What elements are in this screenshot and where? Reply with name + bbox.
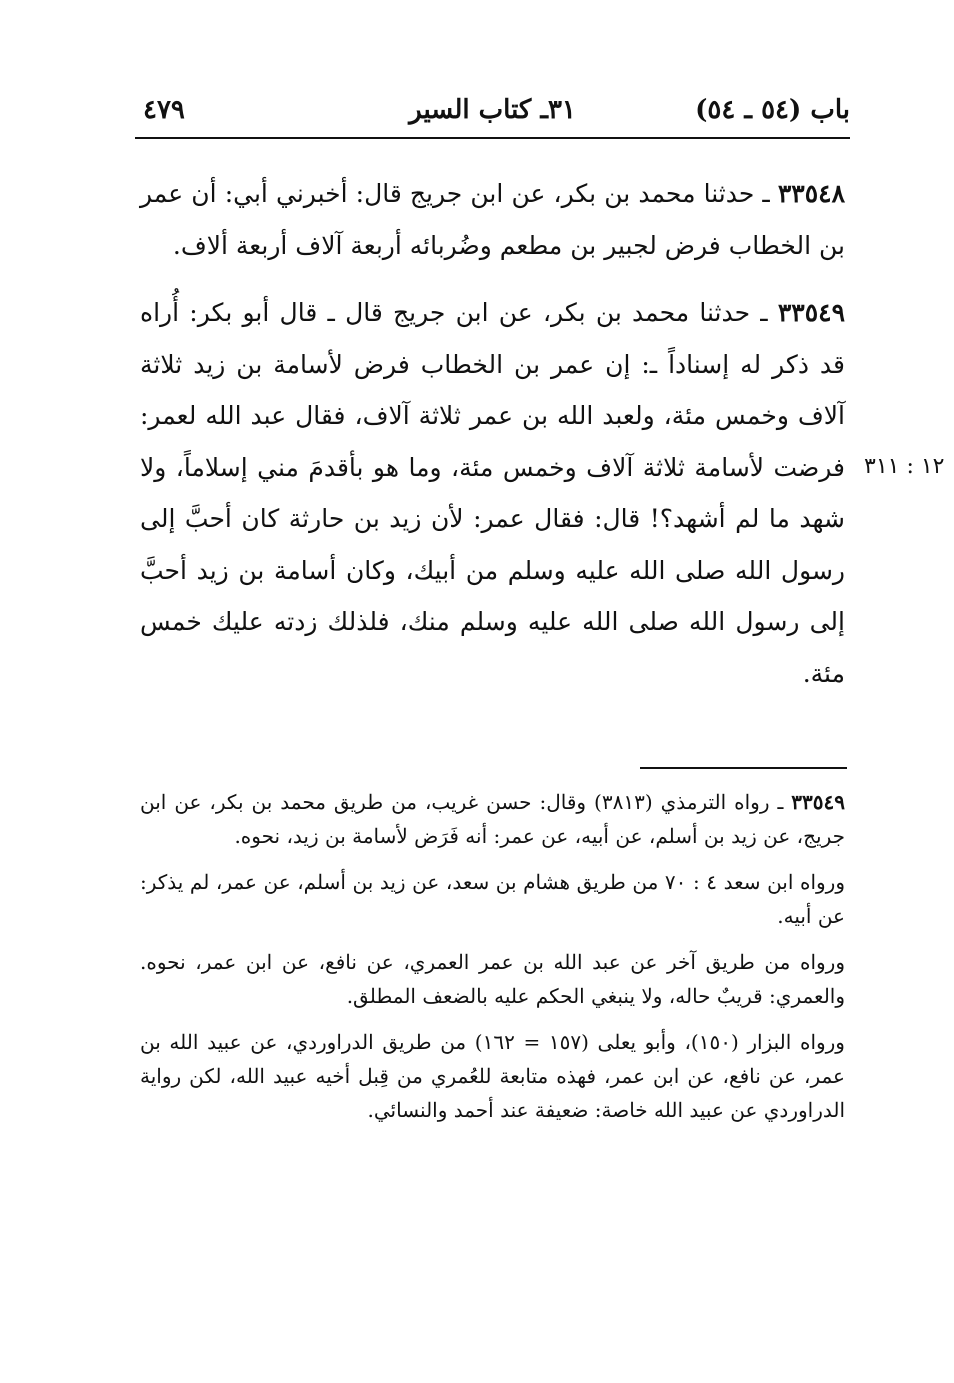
hadith-number: ٣٣٥٤٩ xyxy=(777,298,845,327)
footnote: ورواه من طريق آخر عن عبد الله بن عمر العمري، عن نافع، عن ابن عمر، نحوه. والعمري: قريبٌ حاله، ولا ينبغي الحكم عليه بالضعف المطلق. xyxy=(140,950,845,1008)
footnote: ورواه البزار (١٥٠)، وأبو يعلى (١٥٧ = ١٦٢) من طريق الدراوردي، عن عبيد الله بن عمر، عن نافع، عن ابن عمر، فهذه متابعة للعُمري من قِبل أخيه عبيد الله، لكن رواية الدراوردي عن عبيد الله خاصة: ضعيفة عند أحمد والنسائي. xyxy=(140,1030,845,1122)
hadith-paragraph xyxy=(140,168,845,271)
footnote-divider xyxy=(640,767,847,769)
hadith-paragraph xyxy=(140,287,845,699)
running-header xyxy=(135,92,850,128)
hadith-number: ٣٣٥٤٨ xyxy=(777,179,845,208)
footnote: ورواه ابن سعد ٤ : ٧٠ من طريق هشام بن سعد، عن زيد بن أسلم، عن عمر، لم يذكر: عن أبيه. xyxy=(140,870,845,928)
book-title: ٣١ـ كتاب السير xyxy=(409,95,576,125)
chapter-heading: باب (٥٤ ـ ٥٤) xyxy=(695,95,850,125)
footnotes xyxy=(140,785,845,1127)
footnote-text: ـ رواه الترمذي (٣٨١٣) وقال: حسن غريب، من طريق محمد بن بكر، عن ابن جريج، عن زيد بن أسلم، عن أبيه، عن عمر: أنه فَرَض لأسامة بن زيد، نحوه. xyxy=(140,790,845,848)
header-divider xyxy=(135,137,850,139)
footnote-number: ٣٣٥٤٩ xyxy=(791,790,846,814)
footnote xyxy=(140,785,845,853)
hadith-text: ـ حدثنا محمد بن بكر، عن ابن جريج قال: أخبرني أبي: أن عمر بن الخطاب فرض لجبير بن مطعم وضُربائه أربعة آلاف أربعة ألاف. xyxy=(140,179,845,260)
page-number: ٤٧٩ xyxy=(143,95,185,125)
margin-volume-reference: ١٢ : ٣١١ xyxy=(864,454,945,479)
hadith-text: ـ حدثنا محمد بن بكر، عن ابن جريج قال ـ قال أبو بكر: أُراه قد ذكر له إسناداً ـ: إن عمر بن الخطاب فرض لأسامة بن زيد ثلاثة آلاف وخمس مئة، ولعبد الله بن عمر ثلاثة آلاف، فقال عبد الله لعمر: فرضت لأسامة ثلاثة آلاف وخمس مئة، وما هو بأقدمَ مني إسلاماً، ولا شهد ما لم أشهد؟! قال: فقال عمر: لأن زيد بن حارثة كان أحبَّ إلى رسول الله صلى الله عليه وسلم من أبيك، وكان أسامة بن زيد أحبَّ إلى رسول الله صلى الله عليه وسلم منك، فلذلك زدته عليك خمس مئة. xyxy=(140,298,845,688)
main-text xyxy=(140,168,845,699)
